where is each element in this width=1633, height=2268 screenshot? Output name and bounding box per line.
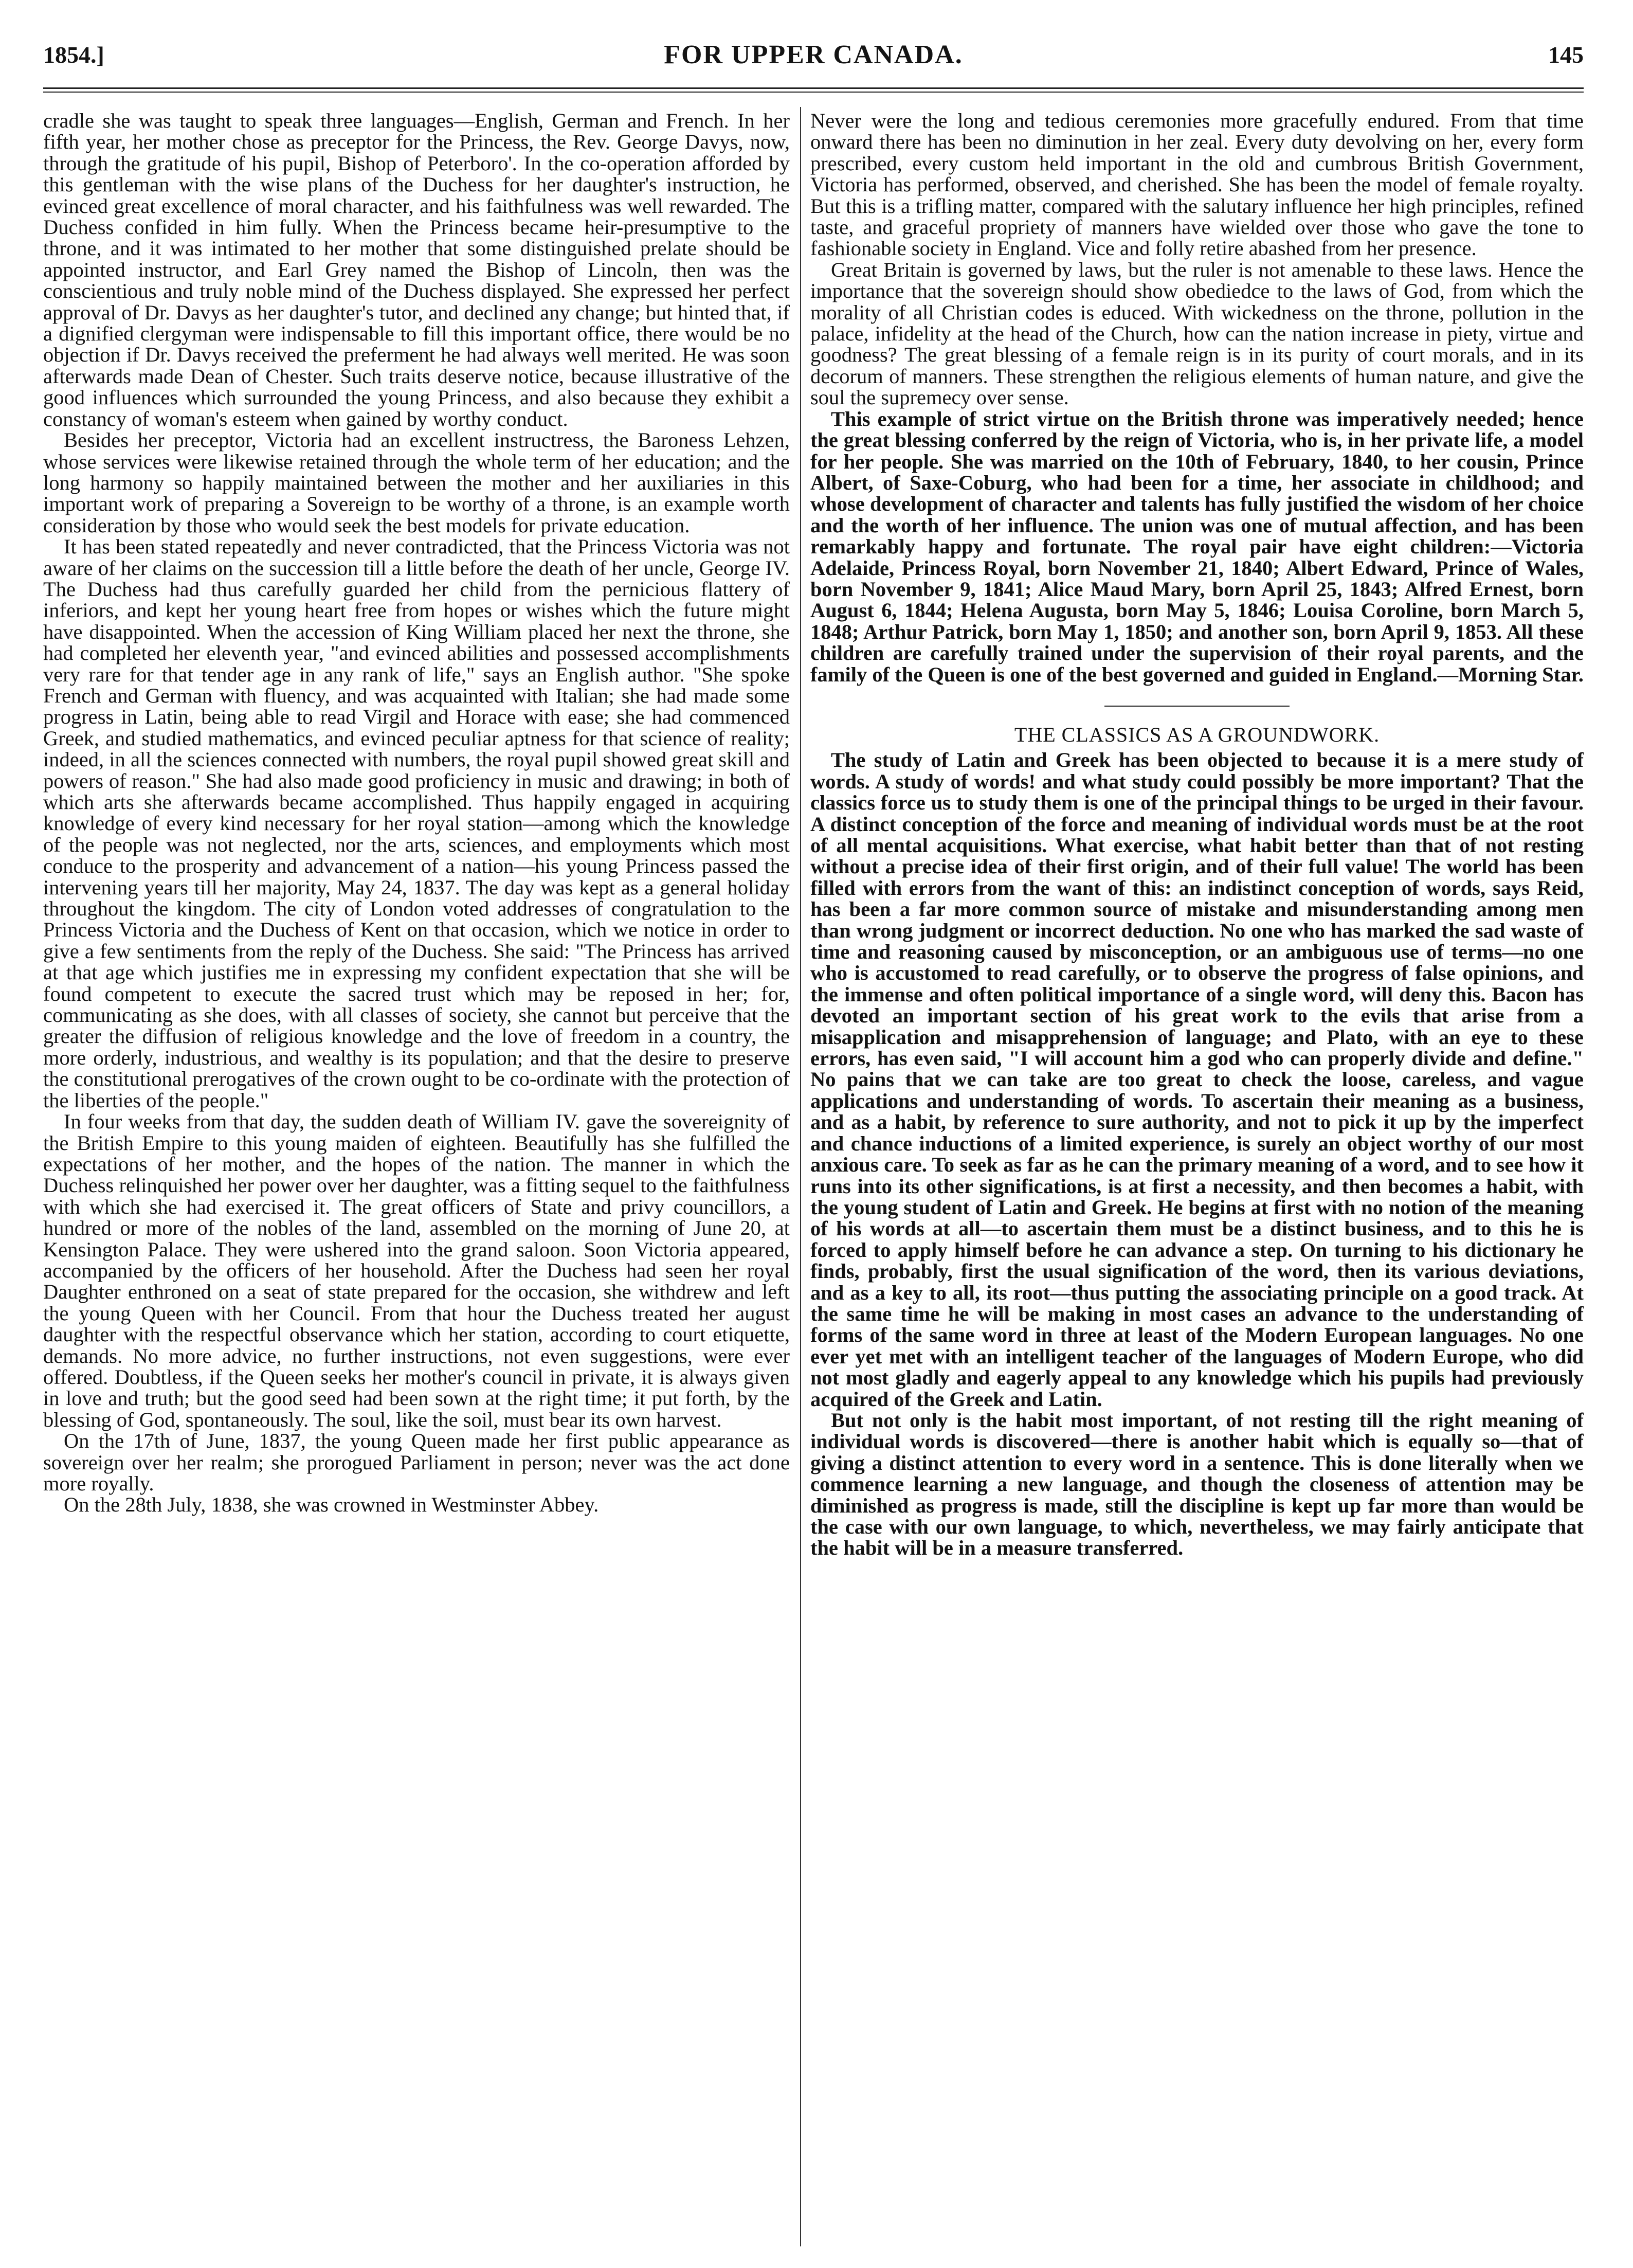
left-column <box>43 110 790 2244</box>
right-column <box>810 110 1584 2244</box>
paragraph: On the 17th of June, 1837, the young Queen made her first public appearance as sovereign over her realm; she prorogued Parliament in person; never was the act done more royally. <box>43 1429 790 1495</box>
paragraph: cradle she was taught to speak three languages—English, German and French. In her fifth year, her mother chose as preceptor for the Princess, the Rev. George Davys, now, through the gratitude of his pupil, Bishop of Peterboro'. In the co-operation afforded by this gentleman with the wise plans of the Duchess for her daughter's instruction, he evinced great excellence of moral character, and his faithfulness was well rewarded. The Duchess confided in him fully. When the Princess became heir-presumptive to the throne, and it was intimated to her mother that some distinguished prelate should be appointed instructor, and Earl Grey named the Bishop of Lincoln, then was the conscientious and truly noble mind of the Duchess displayed. She expressed her perfect approval of Dr. Davys as her daughter's tutor, and declined any change; but hinted that, if a dignified clergyman were indispensable to fill this important office, there would be no objection if Dr. Davys received the preferment he had always well merited. He was soon afterwards made Dean of Chester. Such traits deserve notice, because illustrative of the good influences which surrounded the young Princess, and also because they exhibit a constancy of woman's esteem when gained by worthy conduct. <box>43 110 790 430</box>
paragraph: But not only is the habit most important, of not resting till the right meaning of individual words is discovered—there is another habit which is equally so—that of giving a distinct attention to every word in a sentence. This is done literally when we commence learning a new language, and though the closeness of attention may be diminished as progress is made, still the discipline is kept up far more than would be the case with our own language, to which, nevertheless, we may fairly anticipate that the habit will be in a measure transferred. <box>810 1408 1584 1560</box>
header-title: FOR UPPER CANADA. <box>664 40 963 69</box>
column-divider <box>800 107 801 2246</box>
paragraph: In four weeks from that day, the sudden death of William IV. gave the sovereignity of the British Empire to this young maiden of eighteen. Beautifully has she fulfilled the expectations of her mother, and the hopes of the nation. The manner in which the Duchess relinquished her power over her daughter, was a fitting sequel to the faithfulness with which she had exercised it. The great officers of State and privy councillors, a hundred or more of the nobles of the land, assembled on the morning of June 20, at Kensington Palace. They were ushered into the grand saloon. Soon Victoria appeared, accompanied by the officers of her household. After the Duchess had seen her royal Daughter enthroned on a seat of state prepared for the occasion, she withdrew and left the young Queen with her Council. From that hour the Duchess treated her august daughter with the respectful observance which her station, according to court etiquette, demands. No more advice, no further instructions, not even suggestions, were ever offered. Doubtless, if the Queen seeks her mother's council in private, it is always given in love and truth; but the good seed had been sown at the right time; it put forth, by the blessing of God, spontaneously. The soul, like the soil, must bear its own harvest. <box>43 1110 790 1431</box>
paragraph: On the 28th July, 1838, she was crowned in Westminster Abbey. <box>64 1493 599 1517</box>
section-separator <box>1104 706 1290 707</box>
paragraph: It has been stated repeatedly and never contradicted, that the Princess Victoria was not aware of her claims on the succession till a little before the death of her uncle, George IV. The Duchess had thus carefully guarded her child from the pernicious flattery of inferiors, and kept her young heart free from hopes or wishes which the future might have disappointed. When the accession of King William placed her next the throne, she had completed her eleventh year, "and evinced abilities and possessed accomplishments very rare for that tender age in any rank of life," says an English author. "She spoke French and German with fluency, and was acquainted with Italian; she had made some progress in Latin, being able to read Virgil and Horace with ease; she had commenced Greek, and studied mathematics, and evinced peculiar aptness for that science of reality; indeed, in all the sciences connected with numbers, the royal pupil showed great skill and powers of reason." She had also made good proficiency in music and drawing; in both of which arts she afterwards became accomplished. Thus happily engaged in acquiring knowledge of every kind necessary for her royal station—among which the knowledge of the people was not neglected, nor the arts, sciences, and employments which most conduce to the prosperity and advancement of a nation—his young Princess passed the intervening years till her majority, May 24, 1837. The day was kept as a general holiday throughout the kingdom. The city of London voted addresses of congratulation to the Princess Victoria and the Duchess of Kent on that occasion, which we notice in order to give a few sentiments from the reply of the Duchess. She said: "The Princess has arrived at that age which justifies me in expressing my confident expectation that she will be found competent to execute the sacred trust which may be reposed in her; for, communicating as she does, with all classes of society, she cannot but perceive that the greater the diffusion of religious knowledge and the love of freedom in a country, the more orderly, industrious, and wealthy is its population; and that the desire to preserve the constitutional prerogatives of the crown ought to be co-ordinate with the protection of the liberties of the people." <box>43 535 790 1112</box>
paragraph: Never were the long and tedious ceremonies more gracefully endured. From that time onward there has been no diminution in her zeal. Every duty devolving on her, every form prescribed, every custom held important in the old and cumbrous British Government, Victoria has performed, observed, and cherished. She has been the model of female royalty. But this is a trifling matter, compared with the salutary influence her high principles, refined taste, and graceful propriety of manners have wielded over those who gave the tone to fashionable society in England. Vice and folly retire abashed from her presence. <box>810 110 1584 260</box>
header-rule-top <box>43 87 1584 89</box>
page-header <box>43 37 1584 73</box>
paragraph: Great Britain is governed by laws, but the ruler is not amenable to these laws. Hence the importance that the sovereign should show obediedce to the laws of God, from which the morality of all Christian codes is educed. With wickedness on the throne, pollution in the palace, infidelity at the head of the Church, how can the nation increase in piety, virtue and goodness? The great blessing of a female reign is in its purity of court morals, and in its decorum of manners. These strengthen the religious elements of human nature, and give the soul the supremecy over sense. <box>810 258 1584 409</box>
header-year: 1854.] <box>43 42 104 68</box>
paragraph: The study of Latin and Greek has been objected to because it is a mere study of words. A study of words! and what study could possibly be more important? That the classics force us to study them is one of the principal things to be urged in their favour. A distinct conception of the force and meaning of individual words must be at the root of all mental acquisitions. What exercise, what habit better than that of not resting without a precise idea of their first origin, and of their full value! The world has been filled with errors from the want of this: an indistinct conception of words, says Reid, has been a far more common source of mistake and misunderstanding among men than wrong judgment or incorrect deduction. No one who has marked the sad waste of time and reasoning caused by misconception, or an ambiguous use of terms—no one who is accustomed to read carefully, or to observe the progress of false opinions, and the immense and often political importance of a single word, will deny this. Bacon has devoted an important section of his great work to the evils that arise from a misapplication and misapprehension of language; and Plato, with an eye to these errors, has even said, "I will account him a god who can properly divide and define." No pains that we can take are too great to check the loose, careless, and vague applications and understanding of words. To ascertain their meaning as a business, and as a habit, by reference to sure authority, and not to pick it up by the imperfect and chance inductions of a limited experience, is surely an object worthy of our most anxious care. To seek as far as he can the primary meaning of a word, and to see how it runs into its other significations, is at first a necessity, and then becomes a habit, with the young student of Latin and Greek. He begins at first with no notion of the meaning of his words at all—to ascertain them must be a distinct business, and to this he is forced to apply himself before he can advance a step. On turning to his dictionary he finds, probably, first the usual signification of the word, then its various deviations, and as a key to all, its root—thus putting the associating principle on a good track. At the same time he will be making in most cases an advance to the understanding of forms of the same word in three at least of the Modern European languages. No one ever yet met with an intelligent teacher of the languages of Modern Europe, who did not most gladly and eagerly appeal to any knowledge which his pupils had previously acquired of the Greek and Latin. <box>810 748 1584 1411</box>
page-number: 145 <box>1548 42 1584 68</box>
header-rule-bottom <box>43 92 1584 93</box>
section-title: THE CLASSICS AS A GROUNDWORK. <box>1014 723 1380 746</box>
paragraph: This example of strict virtue on the British throne was imperatively needed; hence the great blessing conferred by the reign of Victoria, who is, in her private life, a model for her people. She was married on the 10th of February, 1840, to her cousin, Prince Albert, of Saxe-Coburg, who had been for a time, her associate in childhood; and whose development of character and talents has fully justified the wisdom of her choice and the worth of her influence. The union was one of mutual affection, and has been remarkably happy and fortunate. The royal pair have eight children:—Victoria Adelaide, Princess Royal, born November 21, 1840; Albert Edward, Prince of Wales, born November 9, 1841; Alice Maud Mary, born April 25, 1843; Alfred Ernest, born August 6, 1844; Helena Augusta, born May 5, 1846; Louisa Coroline, born March 5, 1848; Arthur Patrick, born May 1, 1850; and another son, born April 9, 1853. All these children are carefully trained under the supervision of their royal parents, and the family of the Queen is one of the best governed and guided in England.—Morning Star. <box>810 407 1584 686</box>
paragraph: Besides her preceptor, Victoria had an excellent instructress, the Baroness Lehzen, whose services were likewise retained through the whole term of her education; and the long harmony so happily maintained between the mother and her auxiliaries in this important work of preparing a Sovereign to be worthy of a throne, is an example worth consideration by those who would seek the best models for private education. <box>43 428 790 537</box>
